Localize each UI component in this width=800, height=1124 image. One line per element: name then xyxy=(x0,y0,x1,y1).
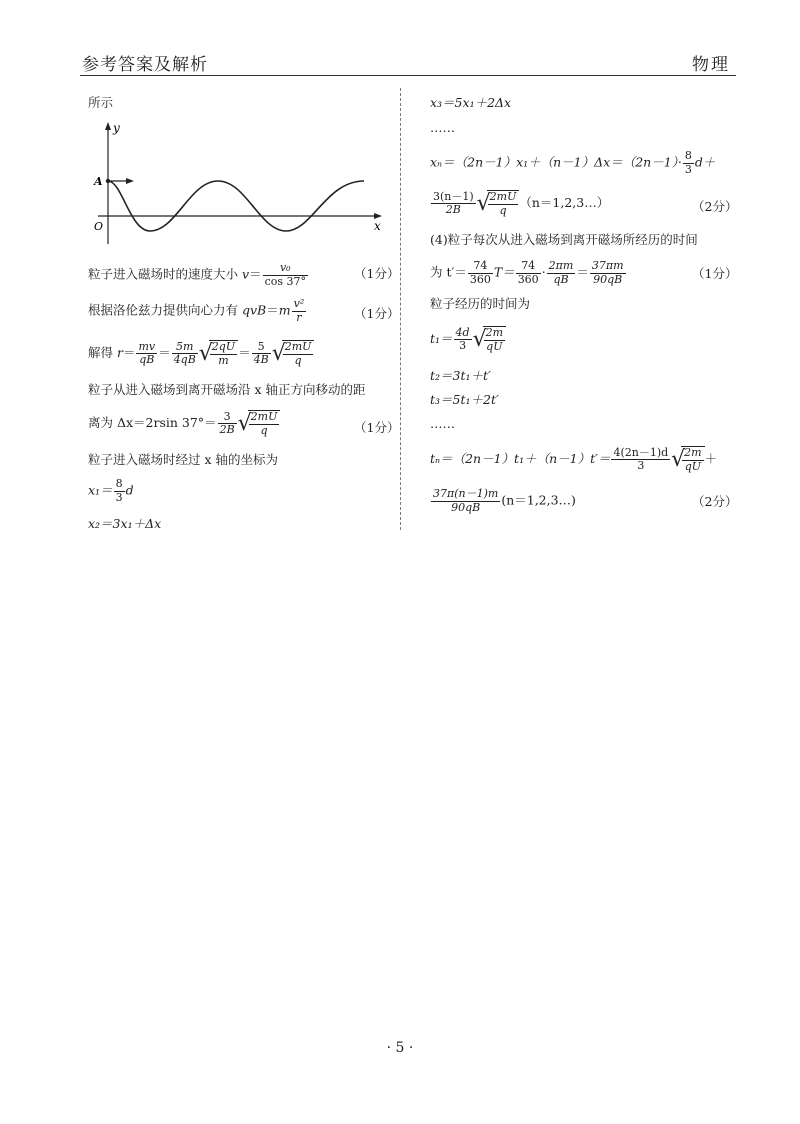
radius-line: 解得 r＝ $\frac{mv}{qB}$ ＝ $\frac{5m}{4qB}$ √ $\frac{2qU}{m}$ ＝ $\frac{5}{4B}$ √ $\frac{2mU}{q}$ xyxy=(88,340,314,367)
velocity-arrowhead xyxy=(126,178,134,184)
coordinate-intro-line: 粒子进入磁场时经过 x 轴的坐标为 xyxy=(88,452,278,467)
ellipsis-2: …… xyxy=(430,416,455,431)
point-a xyxy=(106,179,110,183)
distance-line: 离为 Δx＝2rsin 37°＝ $\frac{3}{2B}$ √ $\frac{2mU}{q}$ xyxy=(88,410,280,437)
x-axis-label: x xyxy=(374,219,381,233)
x2-line: x₂＝3x₁＋Δx xyxy=(88,516,162,531)
header-rule xyxy=(80,75,736,76)
wave-graph xyxy=(86,118,386,250)
time-score: （1分） xyxy=(692,266,738,281)
xn-line: xₙ＝（2n－1）x₁＋（n－1）Δx＝（2n－1）· $\frac{8}{3}$ d＋ xyxy=(430,149,716,176)
distance-score: （1分） xyxy=(354,420,400,435)
xn-score: （2分） xyxy=(692,199,738,214)
tn-line: tₙ＝（2n－1）t₁＋（n－1）t′＝ $\frac{4(2n-1)d}{3}$ √ $\frac{2m}{qU}$ ＋ xyxy=(430,445,718,473)
t2-line: t₂＝3t₁＋t′ xyxy=(430,368,491,383)
time-eq-line: 为 t′＝ $\frac{74}{360}$ T＝ $\frac{74}{360}$ · $\frac{2\pi m}{qB}$ ＝ $\frac{37\pi m}{90qB}$ xyxy=(430,259,624,286)
distance-intro-line: 粒子从进入磁场到离开磁场沿 x 轴正方向移动的距 xyxy=(88,382,366,397)
a-label: A xyxy=(94,175,103,188)
x3-line: x₃＝5x₁＋2Δx xyxy=(430,95,512,110)
velocity-score: （1分） xyxy=(354,266,400,281)
ellipsis-1: …… xyxy=(430,120,455,135)
lorentz-line: 根据洛伦兹力提供向心力有 qvB＝m $\frac{\text{v²}}{r}$ xyxy=(88,297,305,324)
wave-curve xyxy=(108,181,364,231)
t1-line: t₁＝ $\frac{4d}{3}$ √ $\frac{2m}{qU}$ xyxy=(430,326,506,353)
lorentz-score: （1分） xyxy=(354,306,400,321)
header-title: 参考答案及解析 xyxy=(82,55,208,75)
column-divider xyxy=(400,88,401,530)
y-axis-arrow xyxy=(105,122,111,130)
xn-cont-line: $\frac{3(n-1)}{2B}$ √ $\frac{2mU}{q}$ （n＝1,2,3…） xyxy=(433,189,610,217)
page-number: · 5 · xyxy=(386,1040,414,1056)
x1-line: x₁＝ $\frac{8}{3}$ d xyxy=(88,477,134,504)
velocity-line: 粒子进入磁场时的速度大小 v＝ $\frac{\text{v₀}}{\cos 37^\circ}$ xyxy=(88,261,306,288)
origin-label: O xyxy=(94,220,104,233)
t3-line: t₃＝5t₁＋2t′ xyxy=(430,392,499,407)
header-subject: 物理 xyxy=(692,55,730,75)
elapsed-intro-line: 粒子经历的时间为 xyxy=(430,296,531,311)
time-intro-line: (4)粒子每次从进入磁场到离开磁场所经历的时间 xyxy=(430,232,698,247)
tn-cont-line: $\frac{37\pi(n-1)m}{90qB}$ (n＝1,2,3…) xyxy=(433,487,576,514)
tn-score: （2分） xyxy=(692,494,738,509)
y-axis-label: y xyxy=(113,121,120,135)
intro-text: 所示 xyxy=(88,95,114,110)
